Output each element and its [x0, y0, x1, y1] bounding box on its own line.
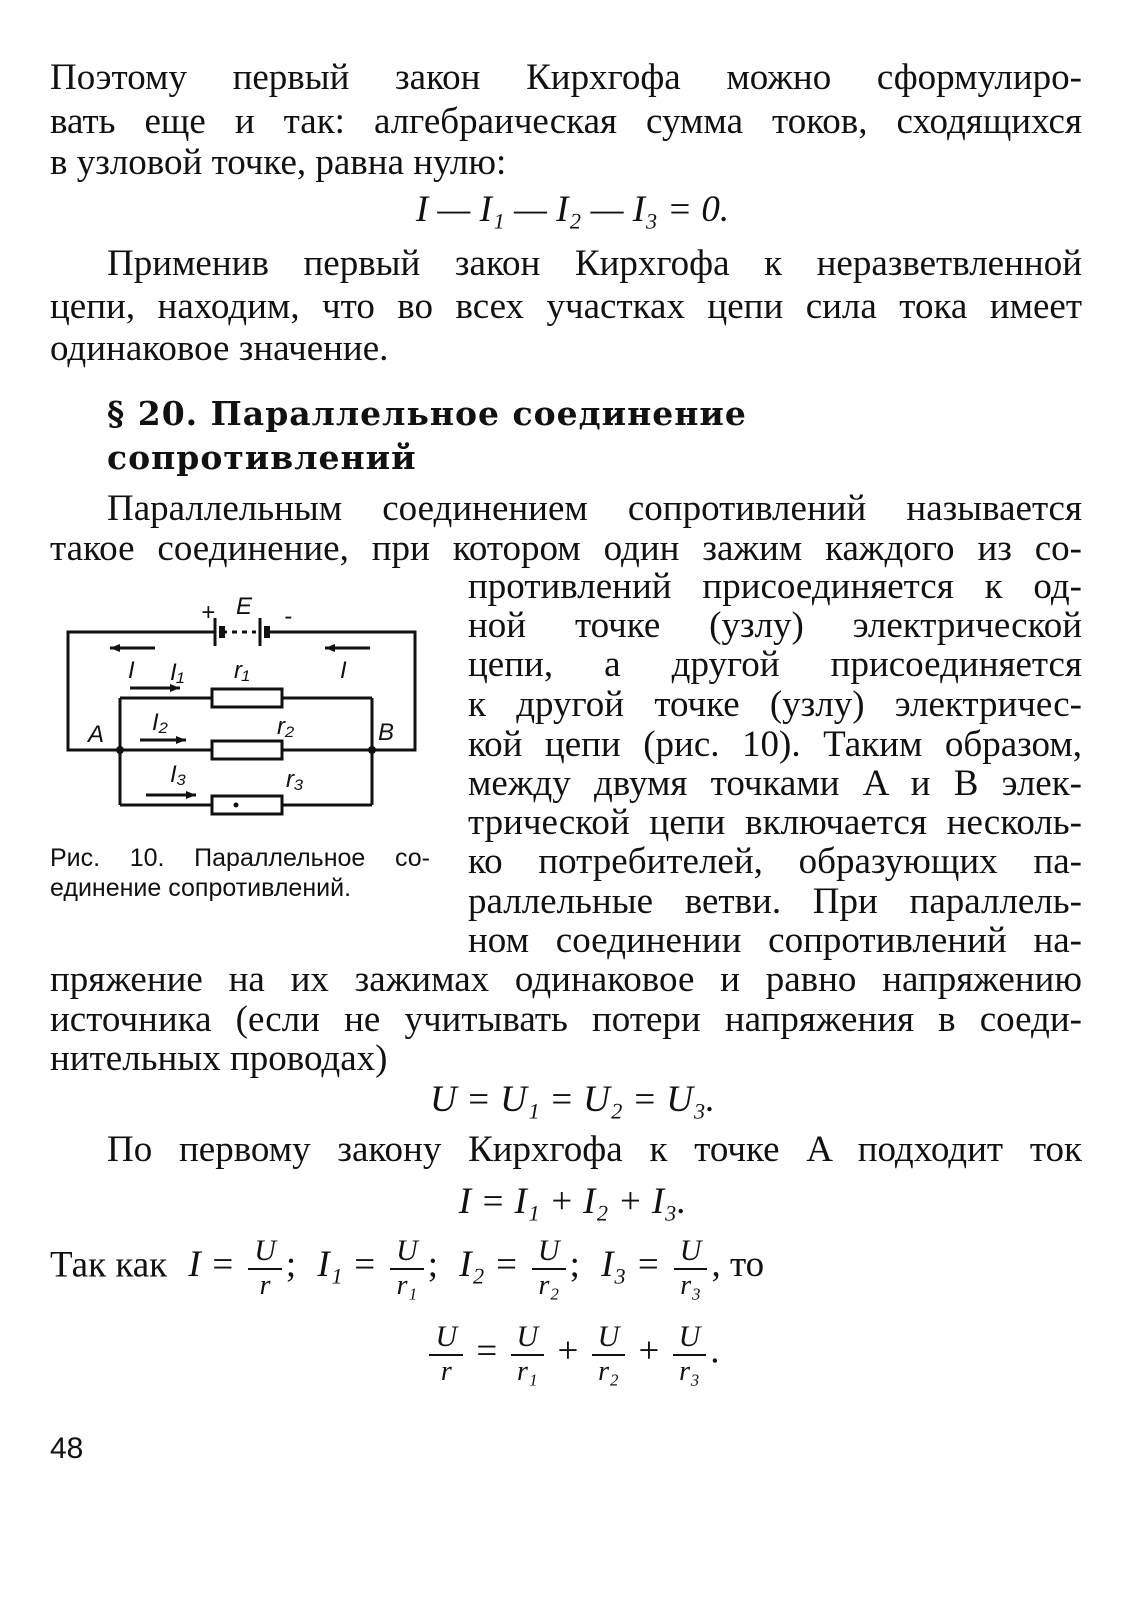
label-emf: E [236, 593, 253, 620]
label-current-2: I₂ [152, 709, 168, 736]
operator: . [710, 1330, 720, 1372]
text-line: раллельные ветви. При параллель- [468, 881, 1082, 922]
node-dot [116, 746, 124, 754]
text-line: ко потребителей, образующих па- [468, 841, 1082, 882]
eq-lhs: I = [188, 1244, 235, 1286]
equation-voltages: U = U₁ = U₂ = U₃. [429, 1079, 716, 1120]
fraction: $\frac{U}{\text{r₃}}$ [674, 1234, 708, 1302]
operator: + [638, 1330, 660, 1372]
resistor-r1 [212, 689, 282, 707]
eq-lhs: I₃ = [601, 1244, 661, 1286]
label-current-total: I [128, 657, 135, 684]
operator: = [476, 1330, 498, 1372]
label-node-b: B [378, 719, 395, 746]
label-resistor-2: r₂ [277, 713, 295, 740]
fraction: $\frac{U}{\text{r₁}}$ [390, 1234, 424, 1302]
eq-prefix: Так как [50, 1244, 168, 1286]
text-line: вать еще и так: алгебраическая сумма токов, сходящихся [50, 101, 1082, 142]
text-line: противлений присоединяется к од- [468, 566, 1082, 607]
wire-right [278, 632, 415, 750]
label-minus: - [284, 603, 292, 630]
fraction: $\frac{U}{\text{r₂}}$ [592, 1320, 626, 1388]
fraction: $\frac{U}{r}$ [429, 1320, 463, 1388]
page-number: 48 [50, 1432, 84, 1465]
equation-ohm-line: Так как I = $\frac{U}{r}$ ; I₁ = $\frac{U}{\text{r₁}}$ ; I₂ = $\frac{U}{\text{r₂}}$ ; I₃ = $\frac{U}{\text{r₃}}$ , то [50, 1234, 765, 1301]
arrow-right-icon [186, 791, 196, 799]
label-plus: + [201, 599, 216, 626]
text-line: в узловой точке, равна нулю: [50, 142, 507, 183]
text-line: Применив первый закон Кирхгофа к неразветвленной [107, 243, 1082, 284]
label-current-3: I₃ [170, 761, 187, 788]
parallel-circuit-diagram [60, 590, 430, 820]
text-line: источника (если не учитывать потери напряжения в соеди- [50, 999, 1082, 1040]
label-current-1: I₁ [170, 659, 185, 686]
caption-line: единение сопротивлений. [50, 874, 352, 902]
text-line: трической цепи включается несколь- [468, 802, 1082, 843]
fraction: $\frac{U}{\text{r₂}}$ [532, 1234, 566, 1302]
label-resistor-3: r₃ [286, 766, 304, 793]
text-line: Параллельным соединением сопротивлений называется [107, 488, 1082, 529]
text-line: Поэтому первый закон Кирхгофа можно сформулиро- [50, 57, 1082, 98]
operator: + [557, 1330, 579, 1372]
text-line: кой цепи (рис. 10). Таким образом, [468, 724, 1082, 765]
node-dot [368, 746, 376, 754]
text-line: между двумя точками A и B элек- [468, 763, 1082, 804]
text-line: нительных проводах) [50, 1038, 388, 1079]
node-dot [234, 803, 239, 808]
text-line: пряжение на их зажимах одинаковое и равно напряжению [50, 959, 1082, 1000]
arrow-left-icon [110, 644, 120, 652]
text-line: к другой точке (узлу) электричес- [468, 684, 1082, 725]
section-heading-cont: сопротивлений [107, 438, 417, 477]
label-current-total: I [340, 657, 347, 684]
eq-lhs: I₂ = [459, 1244, 519, 1286]
resistor-r2 [212, 741, 282, 759]
text-line: цепи, а другой присоединяется [468, 644, 1082, 685]
resistor-r3 [212, 796, 282, 814]
text-line: цепи, находим, что во всех участках цепи сила тока имеет [50, 286, 1082, 327]
fraction: $\frac{U}{\text{r₃}}$ [673, 1320, 707, 1388]
arrow-right-icon [176, 736, 186, 744]
section-heading: § 20. Параллельное соединение [107, 394, 747, 433]
figure-caption [50, 843, 430, 903]
arrow-left-icon [325, 644, 335, 652]
fraction: $\frac{U}{r}$ [248, 1234, 282, 1302]
fraction: $\frac{U}{\text{r₁}}$ [511, 1320, 545, 1388]
text-line: ной точке (узлу) электрической [468, 605, 1082, 646]
text-line: По первому закону Кирхгофа к точке A подходит ток [107, 1129, 1082, 1170]
text-line: одинаковое значение. [50, 328, 389, 369]
equation-kirchhoff-sum: I — I₁ — I₂ — I₃ = 0. [415, 189, 730, 230]
label-resistor-1: r₁ [234, 657, 250, 684]
equation-current-sum: I = I₁ + I₂ + I₃. [458, 1181, 687, 1222]
text-line: ном соединении сопротивлений на- [468, 920, 1082, 961]
text-line: такое соединение, при котором один зажим каждого из со- [50, 528, 1082, 569]
eq-lhs: I₁ = [317, 1244, 377, 1286]
label-node-a: A [88, 721, 105, 748]
equation-conductance-sum [0, 1320, 1145, 1388]
caption-line: Рис. 10. Параллельное со- [50, 844, 430, 872]
